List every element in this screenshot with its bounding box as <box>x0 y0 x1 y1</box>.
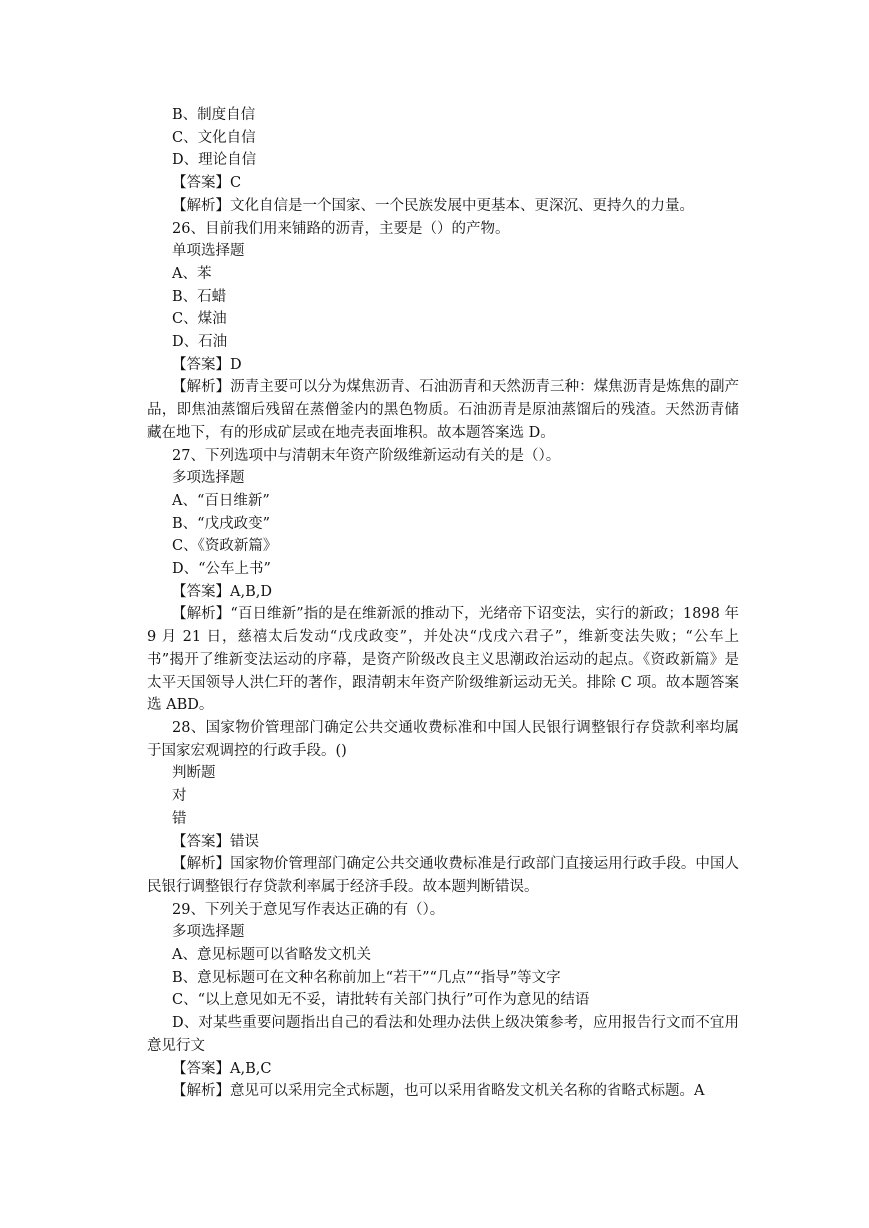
option-c-line: C、“以上意见如无不妥，请批转有关部门执行”可作为意见的结语 <box>172 992 590 1009</box>
question-type: 多项选择题 <box>172 924 245 941</box>
question-type: 多项选择题 <box>172 470 245 487</box>
option-d-line: D、理论自信 <box>172 152 257 169</box>
option-d-line: D、“公车上书” <box>172 561 271 578</box>
option-true-line: 对 <box>172 788 187 805</box>
option-a-line: A、“百日维新” <box>172 492 270 509</box>
option-false-line: 错 <box>172 810 187 827</box>
question-27: 27、下列选项中与清朝末年资产阶级维新运动有关的是（）。 <box>172 447 561 464</box>
question-type: 单项选择题 <box>172 243 245 260</box>
explanation-paragraph: 【解析】国家物价管理部门确定公共交通收费标准是行政部门直接运用行政手段。中国人民银行调整银行存贷款利率属于经济手段。故本题判断错误。 <box>147 856 739 895</box>
answer-line: 【答案】C <box>172 175 242 192</box>
answer-line: 【答案】A,B,D <box>172 583 272 600</box>
option-b-line: B、石蜡 <box>172 288 227 305</box>
answer-line: 【答案】D <box>172 356 242 373</box>
answer-line: 【答案】错误 <box>172 833 259 850</box>
explanation-paragraph: 【解析】文化自信是一个国家、一个民族发展中更基本、更深沉、更持久的力量。 <box>172 197 694 214</box>
question-type: 判断题 <box>172 765 216 782</box>
explanation-paragraph: 【解析】“百日维新”指的是在维新派的推动下，光绪帝下诏变法，实行的新政；1898 年 9 月 21 日，慈禧太后发动“戊戌政变”，并处决“戊戌六君子”，维新变法失败；“公车上书”揭开了维新变法运动的序幕，是资产阶级改良主义思潮政治运动的起点。《资政新篇》是太平天国领导人洪仁玕的著作，跟清朝末年资产阶级维新运动无关。排除 C 项。故本题答案选 ABD。 <box>147 606 739 714</box>
option-c-line: C、《资政新篇》 <box>172 538 278 555</box>
explanation-paragraph: 【解析】沥青主要可以分为煤焦沥青、石油沥青和天然沥青三种：煤焦沥青是炼焦的副产品，即焦油蒸馏后残留在蒸僧釜内的黑色物质。石油沥青是原油蒸馏后的残渣。天然沥青储藏在地下，有的形成矿层或在地壳表面堆积。故本题答案选 D。 <box>147 379 739 441</box>
option-a-line: A、苯 <box>172 265 212 282</box>
question-28: 28、国家物价管理部门确定公共交通收费标准和中国人民银行调整银行存贷款利率均属于国家宏观调控的行政手段。() <box>147 719 739 759</box>
option-c-line: C、煤油 <box>172 311 227 328</box>
option-c-line: C、文化自信 <box>172 129 256 146</box>
option-b-line: B、制度自信 <box>172 107 256 123</box>
answer-line: 【答案】A,B,C <box>172 1060 272 1077</box>
option-b-line: B、“戊戌政变” <box>172 515 270 532</box>
document-body <box>147 104 739 1103</box>
option-a-line: A、意见标题可以省略发文机关 <box>172 947 371 964</box>
question-29: 29、下列关于意见写作表达正确的有（）。 <box>172 901 445 918</box>
question-26: 26、目前我们用来铺路的沥青，主要是（）的产物。 <box>172 220 510 237</box>
option-d-line: D、对某些重要问题指出自己的看法和处理办法供上级决策参考，应用报告行文而不宜用意见行文 <box>147 1015 739 1054</box>
option-d-line: D、石油 <box>172 334 228 351</box>
explanation-paragraph: 【解析】意见可以采用完全式标题，也可以采用省略发文机关名称的省略式标题。A <box>172 1083 705 1100</box>
option-b-line: B、意见标题可在文种名称前加上“若干”“几点”“指导”等文字 <box>172 969 561 986</box>
